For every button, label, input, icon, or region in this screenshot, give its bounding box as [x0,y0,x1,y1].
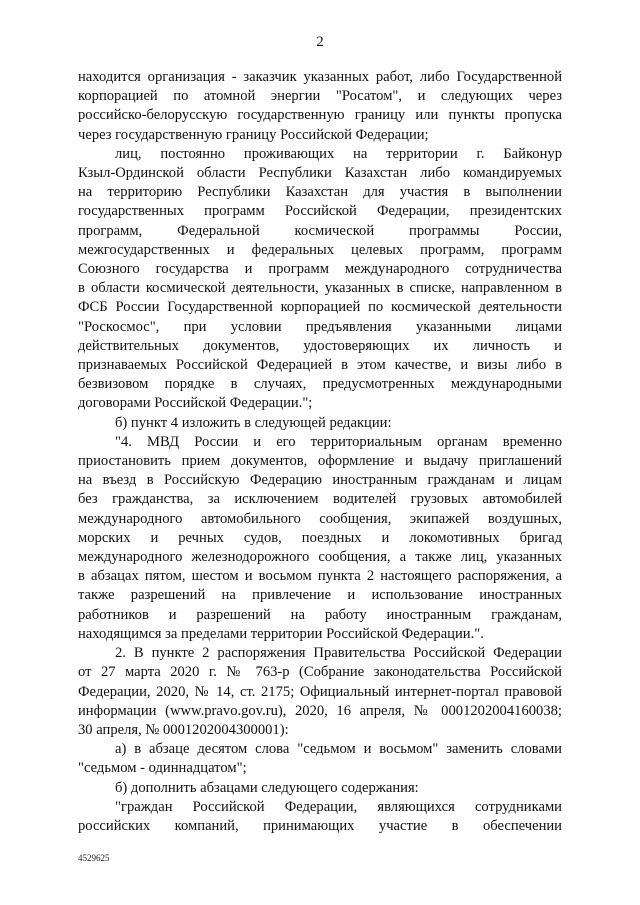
text-line: находится организация - заказчик указанных работ, либо Государственной [78,69,562,85]
text-line: международного железнодорожного сообщения, а также лиц, указанных [78,549,562,566]
text-line: в абзацах пятом, шестом и восьмом пункта 2 настоящего распоряжения, а [78,568,562,585]
text-line: 30 апреля, № 0001202004300001): [78,721,289,738]
text-line: через государственную границу Российской Федерации; [78,126,429,143]
text-line: "Роскосмос", при условии предъявления указанными лицами [78,318,562,335]
text-line: государственных программ Российской Федерации, президентских [78,203,562,220]
text-line: находящимся за пределами территории Российской Федерации.". [78,625,484,642]
page-number: 2 [316,34,324,50]
text-line: на территорию Республики Казахстан для участия в выполнении [78,184,562,201]
text-line: на въезд в Российскую Федерацию иностранным гражданам и лицам [78,472,562,489]
text-line: межгосударственных и федеральных целевых программ, программ [78,241,562,258]
text-line: "4. МВД России и его территориальным органам временно [115,433,562,450]
text-line: признаваемых Российской Федерацией в этом качестве, и визы либо в [78,357,562,374]
text-line: безвизовом порядке в случаях, предусмотренных международными [78,376,562,393]
text-line: лиц, постоянно проживающих на территории г. Байконур [115,145,562,162]
text-line: в области космической деятельности, указанных в списке, направленном в [78,280,562,297]
text-line: действительных документов, удостоверяющих их личность и [78,337,562,354]
text-line: Союзного государства и программ международного сотрудничества [78,261,562,278]
text-line: "граждан Российской Федерации, являющихся сотрудниками [115,798,562,815]
text-line: ФСБ России Государственной корпорацией по космической деятельности [78,299,562,316]
text-line: морских и речных судов, поездных и локомотивных бригад [78,529,562,546]
text-line: приостановить прием документов, оформление и выдачу приглашений [78,453,562,470]
text-line: корпорацией по атомной энергии "Росатом", и следующих через [78,88,562,105]
text-line: 2. В пункте 2 распоряжения Правительства Российской Федерации [115,645,562,662]
document-id: 4529625 [78,853,110,863]
text-line: от 27 марта 2020 г. № 763-р (Собрание законодательства Российской [78,664,562,681]
text-line: без гражданства, за исключением водителей грузовых автомобилей [78,491,562,508]
text-line: "седьмом - одиннадцатом"; [78,760,247,777]
text-line: а) в абзаце десятом слова "седьмом и восьмом" заменить словами [115,741,562,758]
text-line: программ, Федеральной космической программы России, [78,222,562,239]
text-line: информации (www.pravo.gov.ru), 2020, 16 апреля, № 0001202004160038; [78,702,562,719]
text-line: международного автомобильного сообщения, экипажей воздушных, [78,510,562,527]
text-line: работников и разрешений на работу иностранным гражданам, [78,606,562,623]
text-line: договорами Российской Федерации."; [78,395,313,412]
text-line: Кзыл-Ординской области Республики Казахстан либо командируемых [78,165,562,182]
text-line: российско-белорусскую государственную границу или пункты пропуска [78,107,562,124]
document-body [78,68,562,836]
text-line: российских компаний, принимающих участие в обеспечении [78,817,562,834]
text-line: б) дополнить абзацами следующего содержания: [115,779,419,796]
text-line: б) пункт 4 изложить в следующей редакции: [115,414,392,431]
text-line: Федерации, 2020, № 14, ст. 2175; Официальный интернет-портал правовой [78,683,562,700]
text-line: также разрешений на привлечение и использование иностранных [78,587,562,604]
